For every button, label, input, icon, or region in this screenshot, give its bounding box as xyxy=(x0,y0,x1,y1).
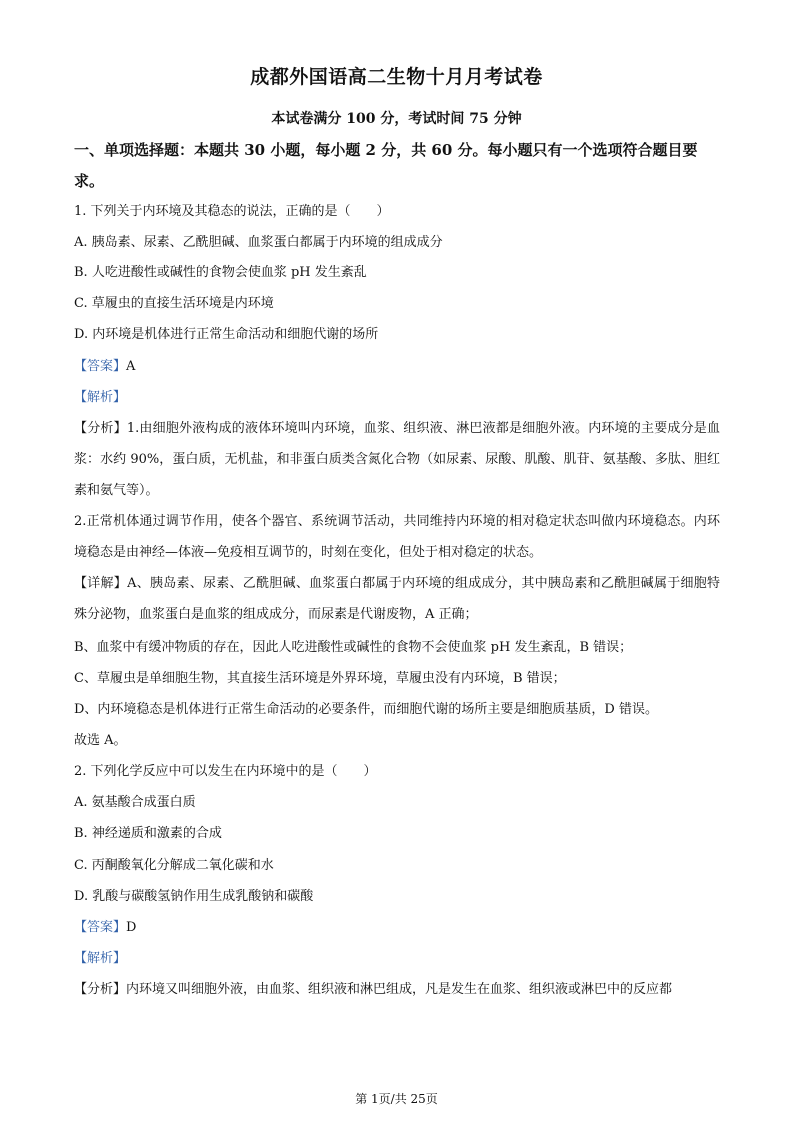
question-1-stem: 1. 下列关于内环境及其稳态的说法，正确的是（ ） xyxy=(74,204,390,219)
question-2-analysis xyxy=(74,974,720,1005)
question-1-detail-b: B、血浆中有缓冲物质的存在，因此人吃进酸性或碱性的食物不会使血浆 pH 发生紊乱，B 错误； xyxy=(74,640,633,655)
question-1-option-a: A. 胰岛素、尿素、乙酰胆碱、血浆蛋白都属于内环境的组成成分 xyxy=(74,235,443,250)
question-1-detail-c: C、草履虫是单细胞生物，其直接生活环境是外界环境，草履虫没有内环境，B 错误； xyxy=(74,671,566,686)
detail-text: A、胰岛素、尿素、乙酰胆碱、血浆蛋白都属于内环境的组成成分，其中胰岛素和乙酰胆碱属于细胞特殊分泌物，血浆蛋白是血浆的组成成分，而尿素是代谢废物，A 正确； xyxy=(74,576,720,622)
answer-value: D xyxy=(126,920,137,935)
question-1-conclusion: 故选 A。 xyxy=(74,733,127,748)
question-2-answer xyxy=(74,919,136,937)
question-1-detail xyxy=(74,568,720,630)
question-1-analysis xyxy=(74,413,720,506)
analysis-label: 【分析】 xyxy=(74,982,127,997)
analysis-text: 1.由细胞外液构成的液体环境叫内环境，血浆、组织液、淋巴液都是细胞外液。内环境的主要成分是血浆：水约 90%，蛋白质，无机盐，和非蛋白质类含氮化合物（如尿素、尿酸、肌酸、肌苷、氨基酸、多肽、胆红素和氨气等）。 xyxy=(74,421,720,498)
question-1-option-d: D. 内环境是机体进行正常生命活动和细胞代谢的场所 xyxy=(74,327,379,342)
question-2-option-d: D. 乳酸与碳酸氢钠作用生成乳酸钠和碳酸 xyxy=(74,889,314,904)
question-1-option-c: C. 草履虫的直接生活环境是内环境 xyxy=(74,296,274,311)
answer-tag: 【答案】 xyxy=(74,920,127,935)
exam-subtitle: 本试卷满分 100 分，考试时间 75 分钟 xyxy=(271,111,522,127)
question-1-answer xyxy=(74,358,135,376)
analysis-label: 【分析】 xyxy=(74,421,127,436)
question-2-option-b: B. 神经递质和激素的合成 xyxy=(74,826,222,841)
analysis-tag: 【解析】 xyxy=(74,951,127,966)
answer-tag: 【答案】 xyxy=(74,359,127,374)
detail-label: 【详解】 xyxy=(74,576,128,591)
question-1-option-b: B. 人吃进酸性或碱性的食物会使血浆 pH 发生紊乱 xyxy=(74,265,367,280)
analysis-text: 内环境又叫细胞外液，由血浆、组织液和淋巴组成，凡是发生在血浆、组织液或淋巴中的反应都 xyxy=(126,982,673,997)
exam-title: 成都外国语高二生物十月月考试卷 xyxy=(250,66,543,88)
section-heading: 一、单项选择题：本题共 30 小题，每小题 2 分，共 60 分。每小题只有一个选项符合题目要求。 xyxy=(74,141,698,190)
question-2-stem: 2. 下列化学反应中可以发生在内环境中的是（ ） xyxy=(74,764,377,779)
analysis-tag: 【解析】 xyxy=(74,390,127,405)
page-number: 第 1页/共 25页 xyxy=(355,1092,438,1106)
question-1-detail-d: D、内环境稳态是机体进行正常生命活动的必要条件，而细胞代谢的场所主要是细胞质基质，D 错误。 xyxy=(74,702,658,717)
question-2-option-a: A. 氨基酸合成蛋白质 xyxy=(74,795,196,810)
answer-value: A xyxy=(126,359,136,374)
question-2-option-c: C. 丙酮酸氧化分解成二氧化碳和水 xyxy=(74,858,274,873)
question-1-analysis-point-2: 2.正常机体通过调节作用，使各个器官、系统调节活动，共同维持内环境的相对稳定状态叫做内环境稳态。内环境稳态是由神经—体液—免疫相互调节的，时刻在变化，但处于相对稳定的状态。 xyxy=(74,514,720,560)
question-2-analysis-tag xyxy=(74,950,126,968)
question-1-analysis-tag xyxy=(74,389,126,407)
